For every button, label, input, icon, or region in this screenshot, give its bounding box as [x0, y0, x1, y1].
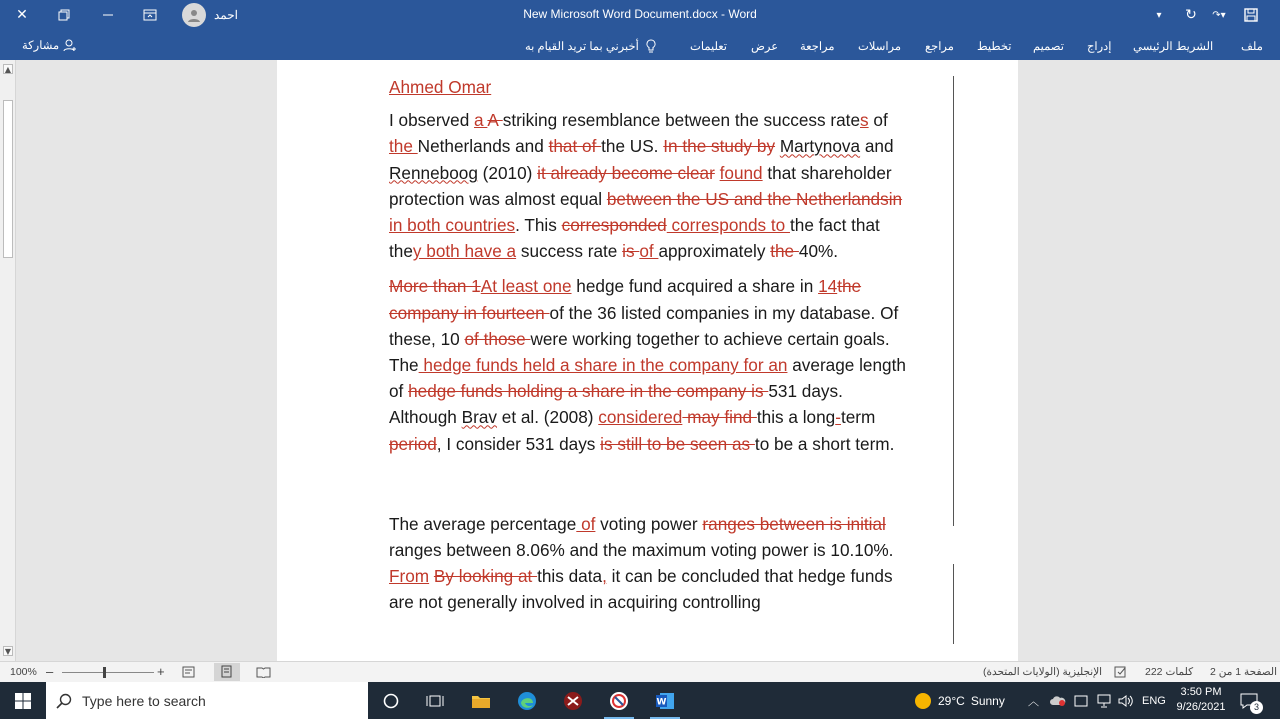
ribbon-tabs — [0, 30, 1280, 60]
text-run: term — [840, 407, 876, 428]
inserted-text: From — [389, 566, 430, 587]
text-run: (2010) — [477, 162, 538, 183]
onedrive-icon[interactable] — [1050, 682, 1066, 719]
text-run: 531 days. Although — [389, 381, 843, 428]
text-run: hedge fund acquired a share in — [571, 276, 819, 297]
document-page[interactable] — [277, 60, 1018, 661]
scroll-down-icon[interactable]: ▼ — [4, 647, 12, 656]
change-bar — [953, 564, 954, 644]
inserted-text: of — [576, 513, 596, 534]
deleted-text: hedge funds holding a share in the company is — [408, 381, 769, 402]
deleted-text: is — [622, 241, 640, 262]
deleted-text: A — [487, 110, 503, 131]
notifications-icon[interactable] — [1240, 682, 1258, 719]
text-run: voting power — [595, 513, 703, 534]
text-run: The average percentage — [389, 513, 577, 534]
clock-date: 9/26/2021 — [1176, 701, 1226, 713]
search-placeholder: Type here to search — [82, 692, 206, 709]
svg-text:W: W — [656, 697, 667, 707]
document-workspace — [0, 60, 1280, 661]
text-run: of the 36 listed companies in my database. Of these, 10 — [389, 302, 899, 349]
misspelled-word: Renneboog — [389, 162, 478, 183]
close-icon[interactable]: ✕ — [16, 7, 28, 23]
zoom-out-button[interactable]: – — [46, 664, 54, 679]
edge-browser-icon[interactable] — [504, 682, 550, 719]
windows-start-icon[interactable] — [0, 682, 46, 719]
tab-file[interactable]: ملف — [1241, 41, 1263, 53]
text-run: average length of — [389, 355, 906, 402]
text-run: this a long — [756, 407, 836, 428]
zoom-in-button[interactable]: + — [157, 664, 165, 679]
tab-mailings[interactable]: مراسلات — [858, 41, 902, 53]
file-explorer-icon[interactable] — [458, 682, 504, 719]
volume-icon[interactable] — [1118, 682, 1134, 719]
tab-insert[interactable]: إدراج — [1087, 41, 1112, 53]
text-run: the US. — [601, 136, 664, 157]
paragraph-2[interactable] — [389, 273, 909, 456]
print-layout-icon[interactable] — [214, 663, 240, 681]
deleted-text: the company in fourteen — [389, 276, 862, 323]
inserted-text: s — [860, 110, 869, 131]
taskbar-search[interactable] — [46, 682, 368, 719]
person-add-icon — [63, 38, 77, 52]
scroll-up-icon[interactable]: ▲ — [4, 65, 12, 74]
weather-temp: 29°C — [938, 693, 965, 708]
tab-layout[interactable]: تخطيط — [977, 41, 1012, 53]
inserted-text: the — [389, 136, 418, 157]
text-run: that shareholder protection was almost equal — [389, 162, 892, 209]
windows-taskbar — [0, 682, 1280, 719]
deleted-text: period — [389, 433, 437, 454]
text-run: I observed — [389, 110, 475, 131]
tablet-icon[interactable] — [1074, 682, 1088, 719]
text-run: of — [868, 110, 888, 131]
author-name: Ahmed Omar — [389, 77, 492, 97]
text-run: et al. (2008) — [496, 407, 599, 428]
inserted-text: At least one — [480, 276, 572, 297]
read-mode-icon[interactable] — [256, 666, 271, 681]
app-icon-red[interactable] — [550, 682, 596, 719]
zoom-slider[interactable] — [62, 672, 154, 673]
inserted-text: of — [639, 241, 659, 262]
inserted-text: corresponds to — [666, 215, 790, 236]
text-run: striking resemblance between the success rate — [502, 110, 861, 131]
deleted-text: By looking at — [433, 566, 538, 587]
share-label: مشاركة — [22, 40, 60, 52]
deleted-text: it already become clear — [537, 162, 715, 183]
text-run: and — [860, 136, 894, 157]
weather-widget[interactable] — [914, 682, 1005, 719]
tell-me-text: أخبرني بما تريد القيام به — [525, 41, 639, 53]
text-run: it can be concluded that hedge funds are not generally involved in acquiring controlling — [389, 566, 893, 613]
deleted-text: More than 1 — [389, 276, 481, 297]
deleted-text: corresponded — [561, 215, 667, 236]
word-app-icon[interactable] — [642, 682, 688, 719]
zoom-slider-thumb[interactable] — [103, 667, 106, 678]
word-count[interactable]: 222 كلمات — [1145, 666, 1194, 678]
focus-mode-icon[interactable] — [182, 666, 195, 681]
redo-icon[interactable]: ↻ — [1185, 7, 1197, 23]
deleted-text: ranges between is initial — [702, 513, 886, 534]
weather-text: Sunny — [970, 693, 1005, 708]
inserted-text: in both countries — [389, 215, 516, 236]
text-run: ranges between 8.06% and the maximum voting power is 10.10%. — [389, 540, 894, 561]
tab-help[interactable]: تعليمات — [690, 41, 728, 53]
misspelled-word: Martynova — [779, 136, 861, 157]
search-icon — [56, 693, 72, 709]
tab-home[interactable]: الشريط الرئيسي — [1133, 41, 1214, 53]
tab-references[interactable]: مراجع — [925, 41, 954, 53]
vertical-scrollbar[interactable] — [0, 60, 16, 661]
paragraph-3[interactable] — [389, 511, 909, 616]
lightbulb-icon — [645, 39, 657, 53]
taskbar-clock[interactable] — [1168, 685, 1234, 715]
inserted-text: y both have a — [412, 241, 517, 262]
deleted-text: the — [770, 241, 799, 262]
misspelled-word: Brav — [461, 407, 497, 428]
deleted-text: that of — [548, 136, 602, 157]
deleted-text: In the study by — [663, 136, 776, 157]
cortana-icon[interactable] — [368, 682, 414, 719]
user-name: احمد — [214, 8, 238, 22]
status-bar — [0, 661, 1280, 682]
text-run: to be a short term. — [754, 433, 895, 454]
input-language[interactable]: ENG — [1142, 694, 1166, 707]
text-run: Netherlands and — [417, 136, 549, 157]
scroll-thumb[interactable] — [3, 100, 13, 258]
deleted-text: may find — [682, 407, 757, 428]
inserted-text: - — [835, 407, 841, 428]
inserted-text: found — [719, 162, 763, 183]
inserted-text: 14 — [818, 276, 838, 297]
inserted-text: , — [602, 566, 607, 587]
tab-view[interactable]: عرض — [751, 41, 779, 53]
deleted-text: of those — [464, 328, 531, 349]
text-run: the fact that the — [389, 215, 880, 262]
document-body[interactable] — [389, 74, 909, 625]
paragraph-1[interactable] — [389, 107, 909, 264]
clock-time: 3:50 PM — [1180, 686, 1222, 698]
text-run: 40%. — [798, 241, 839, 262]
snipping-tool-icon[interactable] — [596, 682, 642, 719]
language-status[interactable]: الإنجليزية (الولايات المتحدة) — [983, 666, 1103, 678]
title-bar — [0, 0, 1280, 30]
text-run: were working together to achieve certain goals. The — [389, 328, 890, 376]
text-run: approximately — [658, 241, 771, 262]
text-run: this data — [537, 566, 603, 587]
deleted-text: is still to be seen as — [600, 433, 755, 454]
task-view-icon[interactable] — [412, 682, 458, 719]
page-number[interactable]: الصفحة 1 من 2 — [1210, 666, 1277, 678]
tab-design[interactable]: تصميم — [1033, 41, 1064, 53]
proofing-icon[interactable] — [1114, 666, 1128, 681]
undo-dropdown-icon[interactable]: ↷▾ — [1212, 9, 1226, 21]
text-run: success rate — [516, 241, 623, 262]
deleted-text: between the US and the Netherlandsin — [606, 188, 903, 209]
inserted-text: a — [474, 110, 488, 131]
text-run: . This — [515, 215, 562, 236]
inserted-text: considered — [598, 407, 683, 428]
document-title: New Microsoft Word Document.docx - Word — [523, 7, 757, 21]
sun-icon — [914, 692, 932, 710]
customize-qat-icon[interactable]: ▾ — [1156, 9, 1162, 21]
text-run: , I consider 531 days — [436, 433, 601, 454]
network-icon[interactable] — [1096, 682, 1112, 719]
save-icon[interactable] — [1236, 0, 1266, 30]
change-bar — [953, 76, 954, 526]
notification-count: 3 — [1250, 701, 1263, 714]
share-button[interactable] — [22, 38, 77, 52]
tab-review[interactable]: مراجعة — [800, 41, 835, 53]
zoom-level[interactable]: 100% — [10, 666, 37, 678]
tell-me-search[interactable] — [525, 39, 657, 53]
inserted-text: hedge funds held a share in the company for an — [418, 355, 788, 376]
tray-chevron-icon[interactable]: ︿ — [1028, 695, 1039, 708]
